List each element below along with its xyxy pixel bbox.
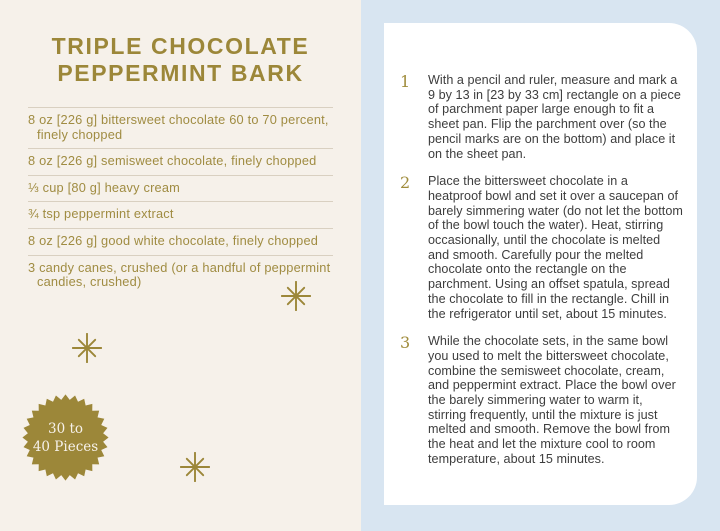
yield-line-1: 30 to <box>47 420 84 437</box>
step-text: Place the bittersweet chocolate in a heatproof bowl and set it over a saucepan of barely simmering water (do not let the bottom of the bowl touch the water). Heat, stirring occasionally, until the chocolate is melted and smooth. Carefully pour the melted chocolate onto the rectangle on the parchment. Using an offset spatula, spread the chocolate to fill in the rectangle. Chill in the refrigerator until set, about 15 minutes. <box>428 174 683 321</box>
sparkle-icon <box>281 281 311 311</box>
step-number: 1 <box>400 72 411 91</box>
instruction-card <box>384 23 697 505</box>
recipe-title-line-2: PEPPERMINT BARK <box>57 60 304 86</box>
step-number: 3 <box>400 333 411 353</box>
step-text: While the chocolate sets, in the same bowl you used to melt the bittersweet chocolate, combine the semisweet chocolate, cream, and peppermint extract. Place the bowl over the barely simmering water to warm it, stirring frequently, until the mixture is just melted and smooth. Remove the bowl from the heat and let the mixture cool to room temperature, about 15 minutes. <box>428 334 676 466</box>
ingredient-item: 8 oz [226 g] bittersweet chocolate 60 to 70 percent, finely chopped <box>28 108 333 149</box>
instruction-step-2 <box>400 174 683 321</box>
recipe-title-line-1: TRIPLE CHOCOLATE <box>51 33 310 59</box>
instructions-page <box>361 0 720 531</box>
step-text: With a pencil and ruler, measure and mark a 9 by 13 in [23 by 33 cm] rectangle on a piece of parchment paper large enough to fit a sheet pan. Flip the parchment over (so the pencil marks are on the bottom) and place it on the sheet pan. <box>428 73 681 161</box>
step-number: 2 <box>400 173 411 193</box>
instruction-step-3 <box>400 334 683 466</box>
ingredient-item: 3 candy canes, crushed (or a handful of peppermint candies, crushed) <box>28 259 331 290</box>
ingredients-list <box>28 107 333 296</box>
ingredient-item: ¾ tsp peppermint extract <box>28 202 333 229</box>
sparkle-icon <box>180 452 210 482</box>
sparkle-icon <box>72 333 102 363</box>
yield-line-2: 40 Pieces <box>32 438 99 455</box>
instruction-step-1 <box>400 73 683 161</box>
yield-badge-text <box>22 394 109 481</box>
yield-badge <box>22 394 109 481</box>
ingredient-item: 8 oz [226 g] good white chocolate, finely chopped <box>28 229 333 256</box>
ingredient-item: ⅓ cup [80 g] heavy cream <box>28 176 333 203</box>
recipe-title <box>0 33 361 87</box>
ingredient-item: 8 oz [226 g] semisweet chocolate, finely chopped <box>28 149 333 176</box>
